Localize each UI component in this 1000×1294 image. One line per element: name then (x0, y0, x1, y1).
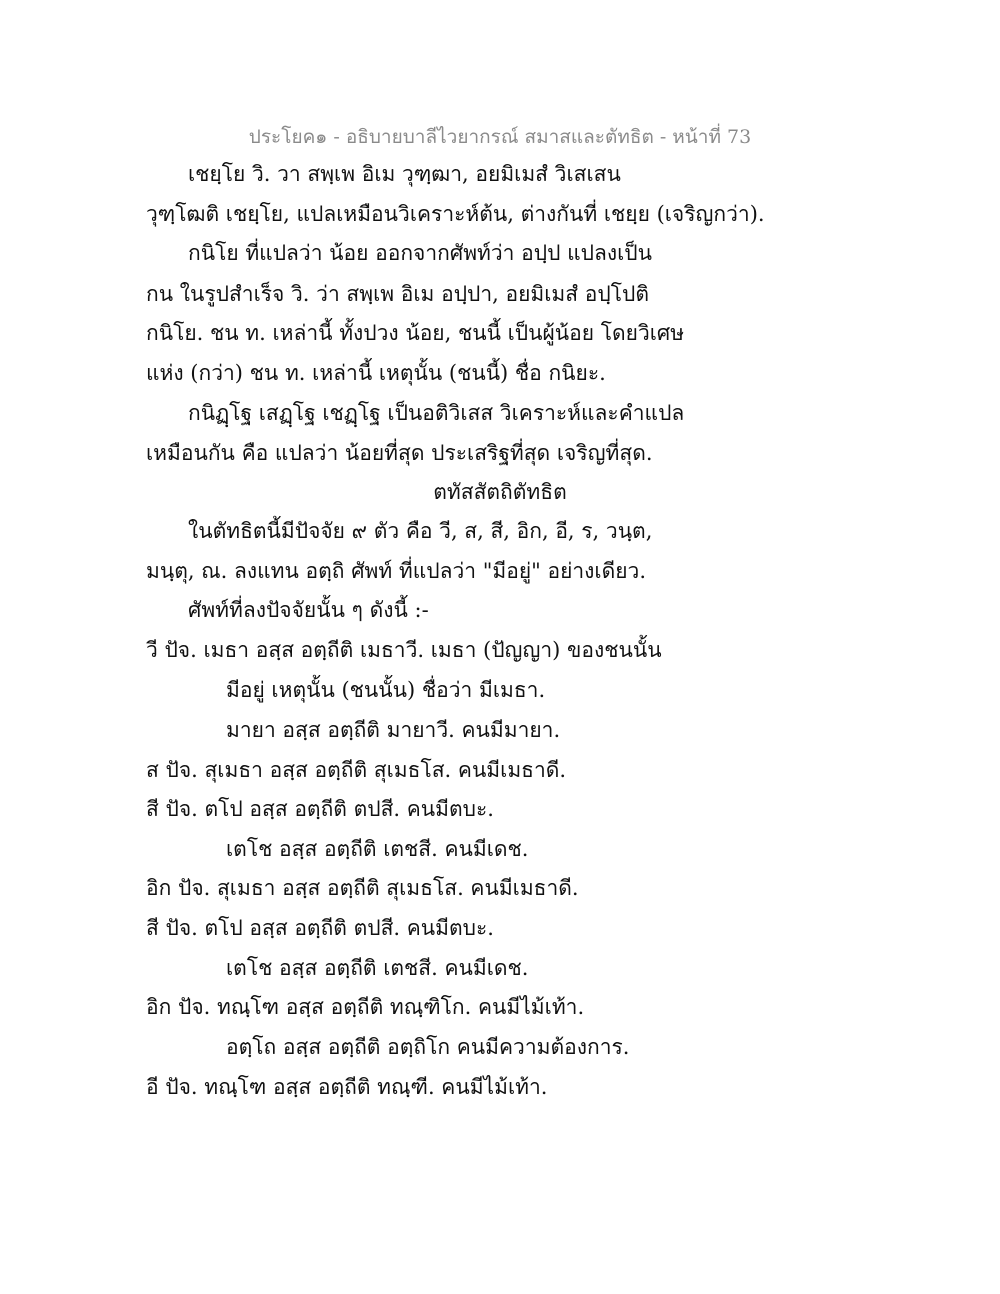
text-line: เชยฺโย วิ. วา สพฺเพ อิเม วุฑฺฒา, อยมิเมสํ วิเสเสน (188, 162, 621, 186)
text-line: วี ปัจ. เมธา อสฺส อตฺถีติ เมธาวี. เมธา (ปัญญา) ของชนนั้น (146, 638, 662, 662)
text-line: เหมือนกัน คือ แปลว่า น้อยที่สุด ประเสริฐที่สุด เจริญที่สุด. (146, 441, 653, 465)
text-line: ในตัทธิตนี้มีปัจจัย ๙ ตัว คือ วี, ส, สี, อิก, อี, ร, วนฺต, (188, 519, 653, 543)
text-line: อิก ปัจ. สุเมธา อสฺส อตฺถีติ สุเมธโส. คนมีเมธาดี. (146, 876, 579, 900)
text-line: อตฺโถ อสฺส อตฺถีติ อตฺถิโก คนมีความต้องการ. (226, 1035, 630, 1059)
text-line: สี ปัจ. ตโป อสฺส อตฺถีติ ตปสี. คนมีตบะ. (146, 916, 494, 940)
text-line: กนิฏฺโฐ เสฏฺโฐ เชฏฺโฐ เป็นอติวิเสส วิเคราะห์และคำแปล (188, 401, 685, 425)
text-line: อี ปัจ. ทณฺโฑ อสฺส อตฺถีติ ทณฺฑี. คนมีไม้เท้า. (146, 1075, 548, 1099)
text-line: มีอยู่ เหตุนั้น (ชนนั้น) ชื่อว่า มีเมธา. (226, 678, 546, 702)
text-line: สี ปัจ. ตโป อสฺส อตฺถีติ ตปสี. คนมีตบะ. (146, 797, 494, 821)
text-line: มนฺตุ, ณ. ลงแทน อตฺถิ ศัพท์ ที่แปลว่า "มีอยู่" อย่างเดียว. (146, 559, 647, 583)
page-header-text: ประโยค๑ - อธิบายบาลีไวยากรณ์ สมาสและตัทธิต - หน้าที่ 73 (248, 126, 752, 148)
section-heading: ตทัสสัตถิตัทธิต (433, 480, 567, 504)
text-line: เตโช อสฺส อตฺถีติ เตชสี. คนมีเดช. (226, 837, 529, 861)
text-line: กนิโย ที่แปลว่า น้อย ออกจากศัพท์ว่า อปฺป แปลงเป็น (188, 241, 652, 265)
text-line: ส ปัจ. สุเมธา อสฺส อตฺถีติ สุเมธโส. คนมีเมธาดี. (146, 758, 567, 782)
text-line: วุฑฺโฒติ เชยฺโย, แปลเหมือนวิเคราะห์ต้น, ต่างกันที่ เชยฺย (เจริญกว่า). (146, 202, 765, 226)
text-line: อิก ปัจ. ทณฺโฑ อสฺส อตฺถีติ ทณฺฑิโก. คนมีไม้เท้า. (146, 995, 585, 1019)
page-header (0, 122, 1000, 152)
text-line: แห่ง (กว่า) ชน ท. เหล่านี้ เหตุนั้น (ชนนี้) ชื่อ กนิยะ. (146, 361, 606, 385)
text-line: กนิโย. ชน ท. เหล่านี้ ทั้งปวง น้อย, ชนนี้ เป็นผู้น้อย โดยวิเศษ (146, 321, 685, 345)
text-line: เตโช อสฺส อตฺถีติ เตชสี. คนมีเดช. (226, 956, 529, 980)
text-line: ศัพท์ที่ลงปัจจัยนั้น ๆ ดังนี้ :- (188, 598, 429, 622)
text-line: มายา อสฺส อตฺถีติ มายาวี. คนมีมายา. (226, 718, 561, 742)
text-line: กน ในรูปสำเร็จ วิ. ว่า สพฺเพ อิเม อปฺปา, อยมิเมสํ อปฺโปติ (146, 282, 649, 306)
